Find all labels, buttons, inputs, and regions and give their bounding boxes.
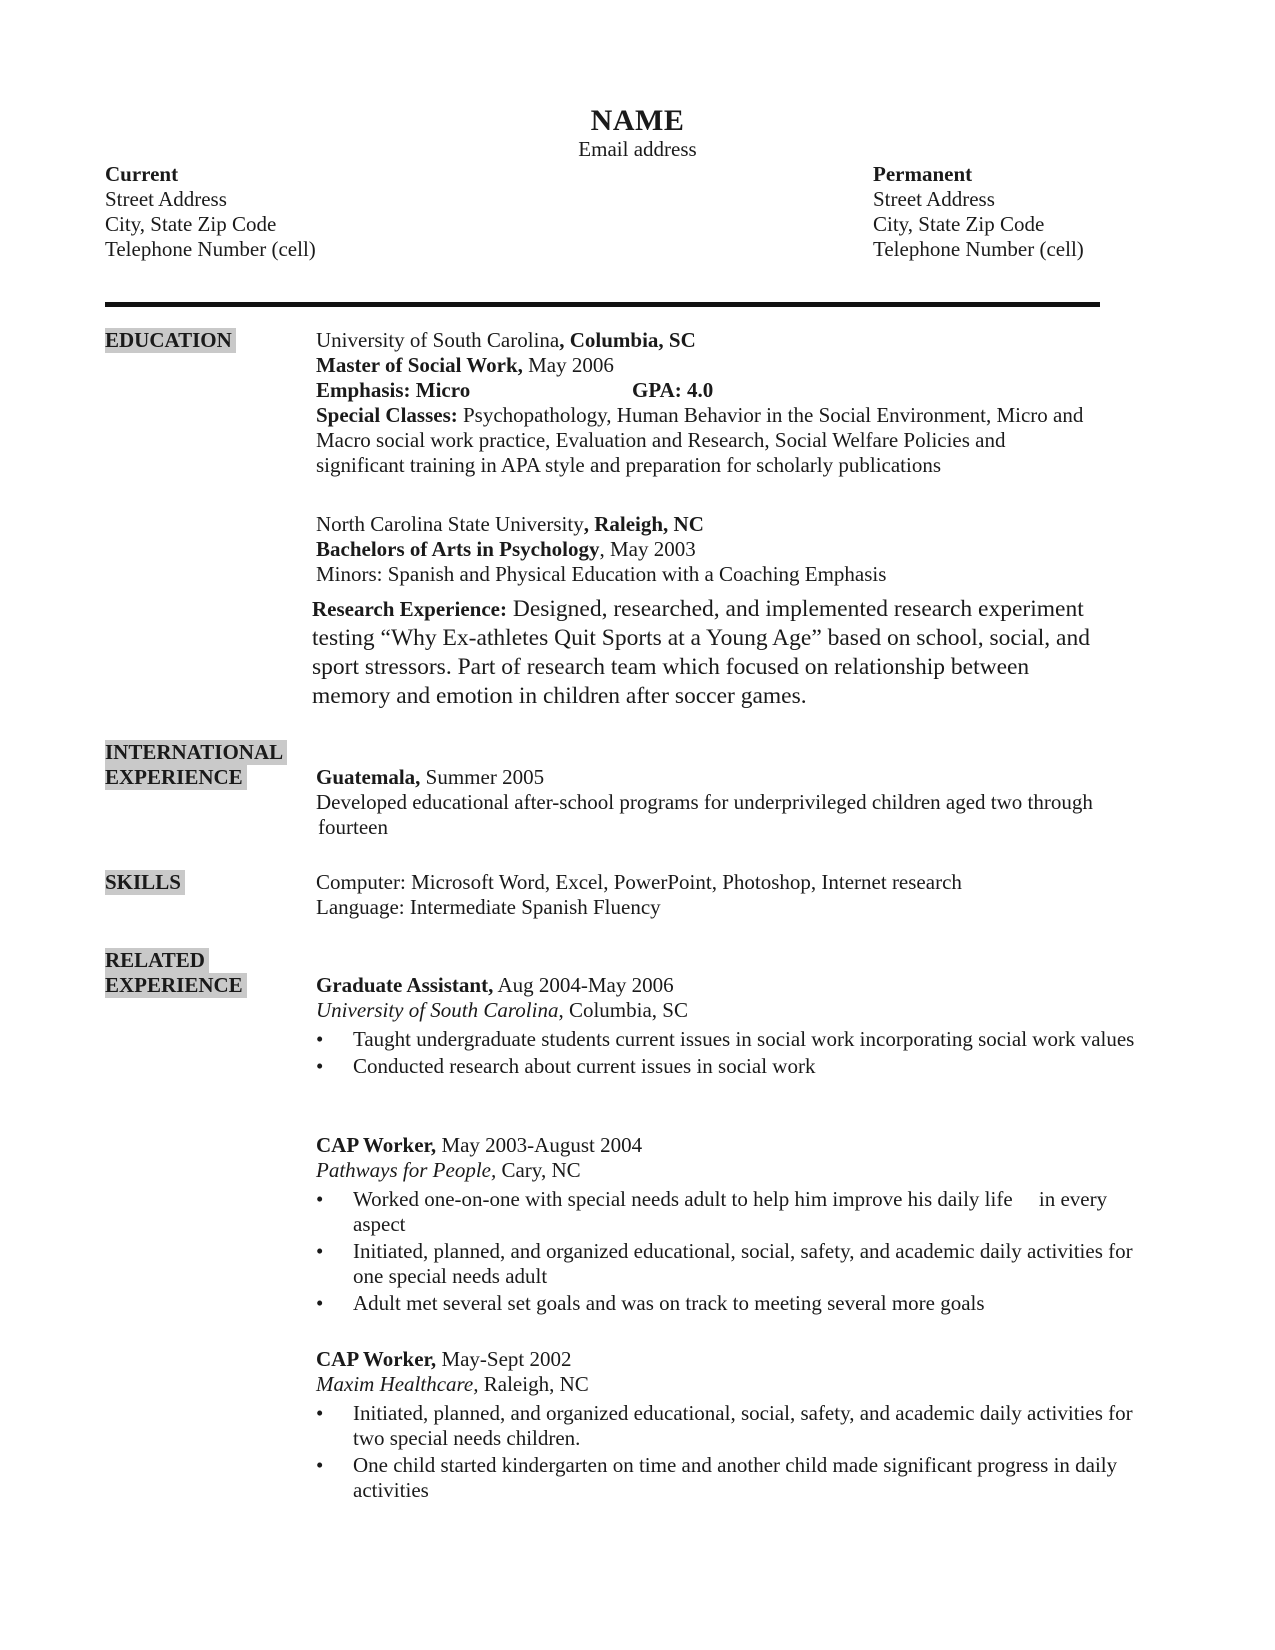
- current-street: Street Address: [105, 187, 227, 211]
- ncsu-minors-line: Minors: Spanish and Physical Education with a Coaching Emphasis: [316, 562, 887, 586]
- guatemala-desc-line1: Developed educational after-school programs for underprivileged children aged two through: [316, 790, 1093, 814]
- job-title-line: Graduate Assistant, Aug 2004-May 2006: [316, 973, 674, 997]
- skills-computer: Computer: Microsoft Word, Excel, PowerPoint, Photoshop, Internet research: [316, 870, 962, 894]
- education-usc: [316, 328, 1083, 478]
- education-heading: EDUCATION: [105, 328, 236, 353]
- job-org-line: University of South Carolina, Columbia, SC: [316, 998, 688, 1022]
- current-city: City, State Zip Code: [105, 212, 277, 236]
- job-title-line: CAP Worker, May-Sept 2002: [316, 1347, 572, 1371]
- list-item: • Adult met several set goals and was on track to meeting several more goals: [316, 1291, 985, 1315]
- usc-school-line: University of South Carolina, Columbia, SC: [316, 328, 696, 352]
- research-line4: memory and emotion in children after soccer games.: [312, 683, 807, 709]
- international-entry: [316, 765, 1093, 840]
- job-org-line: Maxim Healthcare, Raleigh, NC: [316, 1372, 589, 1396]
- current-label: Current: [105, 162, 179, 186]
- job-3-bullets: [316, 1401, 1156, 1505]
- international-heading: INTERNATIONAL EXPERIENCE: [105, 740, 287, 790]
- job-title-line: CAP Worker, May 2003-August 2004: [316, 1133, 643, 1157]
- list-item: • Conducted research about current issues in social work: [316, 1054, 816, 1078]
- research-line3: sport stressors. Part of research team which focused on relationship between: [312, 654, 1030, 680]
- usc-classes-line2: Macro social work practice, Evaluation and Research, Social Welfare Policies and: [316, 428, 1006, 452]
- research-experience: [312, 595, 1090, 711]
- header-divider: [105, 302, 1100, 307]
- job-cap-worker-pathways: [316, 1133, 642, 1183]
- job-graduate-assistant: [316, 973, 688, 1023]
- applicant-name: NAME: [590, 104, 685, 137]
- email-address: Email address: [578, 137, 697, 161]
- list-item: • Taught undergraduate students current issues in social work incorporating social work values: [316, 1027, 1135, 1051]
- job-org-line: Pathways for People, Cary, NC: [316, 1158, 581, 1182]
- ncsu-degree-line: Bachelors of Arts in Psychology, May 2003: [316, 537, 696, 561]
- permanent-phone: Telephone Number (cell): [873, 237, 1084, 261]
- guatemala-desc-line2: fourteen: [318, 815, 388, 839]
- education-ncsu: [316, 512, 886, 587]
- guatemala-line: Guatemala, Summer 2005: [316, 765, 545, 789]
- current-address-block: [105, 162, 316, 262]
- usc-degree-line: Master of Social Work, May 2006: [316, 353, 614, 377]
- permanent-label: Permanent: [873, 162, 973, 186]
- job-2-bullets: [316, 1187, 1156, 1318]
- permanent-city: City, State Zip Code: [873, 212, 1045, 236]
- usc-classes-line1: Special Classes: Psychopathology, Human Behavior in the Social Environment, Micro and: [316, 403, 1084, 427]
- job-cap-worker-maxim: [316, 1347, 589, 1397]
- ncsu-school-line: North Carolina State University, Raleigh, NC: [316, 512, 704, 536]
- permanent-street: Street Address: [873, 187, 995, 211]
- list-item: • Initiated, planned, and organized educational, social, safety, and academic daily activities for two special needs children.: [316, 1401, 1133, 1450]
- skills-heading: SKILLS: [105, 870, 185, 895]
- skills-language: Language: Intermediate Spanish Fluency: [316, 895, 661, 919]
- usc-classes-line3: significant training in APA style and preparation for scholarly publications: [316, 453, 942, 477]
- job-1-bullets: [316, 1027, 1156, 1081]
- list-item: • One child started kindergarten on time and another child made significant progress in daily activities: [316, 1453, 1118, 1502]
- research-line2: testing “Why Ex-athletes Quit Sports at a Young Age” based on school, social, and: [312, 625, 1090, 651]
- permanent-address-block: [873, 162, 1084, 262]
- usc-emphasis-line: Emphasis: Micro GPA: 4.0: [316, 378, 714, 402]
- related-heading: RELATED EXPERIENCE: [105, 948, 247, 998]
- list-item: • Worked one-on-one with special needs adult to help him improve his daily life in every aspect: [316, 1187, 1113, 1236]
- skills-entry: [316, 870, 962, 920]
- current-phone: Telephone Number (cell): [105, 237, 316, 261]
- list-item: • Initiated, planned, and organized educational, social, safety, and academic daily activities for one special needs adult: [316, 1239, 1133, 1288]
- research-line1: Research Experience: Designed, researched, and implemented research experiment: [312, 596, 1084, 622]
- usc-gpa: GPA: 4.0: [632, 378, 714, 402]
